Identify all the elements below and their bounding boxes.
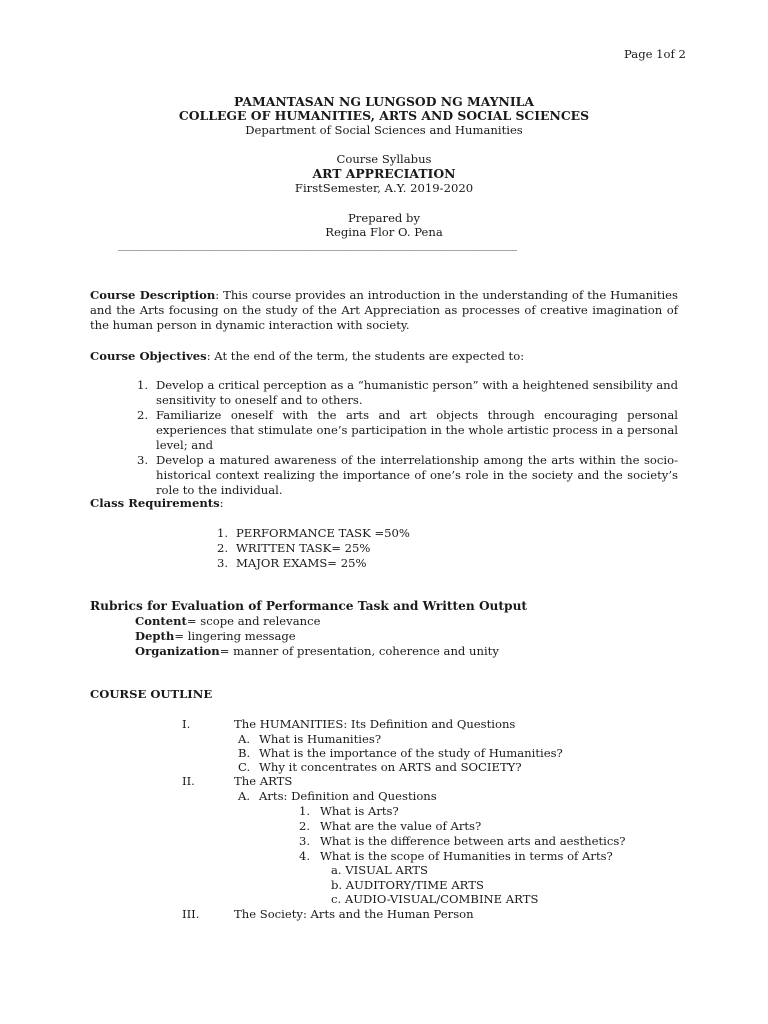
outline-sub-number: B. <box>238 746 251 760</box>
rubric-definition: = lingering message <box>174 629 296 643</box>
separator-rule: ____________________________________________________________________________ <box>118 239 517 251</box>
outline-section-title: The ARTS <box>234 774 293 788</box>
outline-sub-item: Arts: Definition and Questions <box>259 789 437 803</box>
outline-section-number: III. <box>182 907 200 921</box>
course-description <box>90 288 678 333</box>
rubric-item <box>135 629 296 644</box>
prepared-by-label: Prepared by <box>347 211 421 225</box>
outline-letter-item: b. AUDITORY/TIME ARTS <box>331 878 484 892</box>
rubric-item <box>135 614 320 629</box>
list-item <box>136 408 678 453</box>
outline-num: 3. <box>299 834 311 848</box>
outline-question: What is the scope of Humanities in terms of Arts? <box>320 849 613 863</box>
outline-sub-number: A. <box>238 789 251 803</box>
document-type: Course Syllabus <box>336 152 432 166</box>
list-item-text: PERFORMANCE TASK =50% <box>236 526 410 540</box>
rubric-term: Content <box>135 614 187 628</box>
list-item-text: Develop a matured awareness of the interrelationship among the arts within the socio-historical context realizing the importance of one’s role in the society and the society’s role to the individual. <box>156 453 678 497</box>
course-description-text: : This course provides an introduction in the understanding of the Humanities and the Arts focusing on the study of the Art Appreciation as processes of creative imagination of the human person in dynamic interaction with society. <box>90 288 678 332</box>
requirements-list <box>216 526 636 571</box>
rubric-term: Depth <box>135 629 175 643</box>
semester: FirstSemester, A.Y. 2019-2020 <box>294 181 474 195</box>
outline-num: 4. <box>299 849 311 863</box>
outline-question: What are the value of Arts? <box>320 819 482 833</box>
course-outline-title: COURSE OUTLINE <box>90 687 213 701</box>
outline-question: What is the difference between arts and aesthetics? <box>320 834 626 848</box>
outline-sub-number: A. <box>238 732 251 746</box>
class-requirements <box>90 496 224 511</box>
outline-num: 2. <box>299 819 311 833</box>
course-objectives-intro: : At the end of the term, the students are expected to: <box>206 349 525 363</box>
list-number: 2. <box>216 541 228 555</box>
rubric-term: Organization <box>135 644 220 658</box>
course-title: ART APPRECIATION <box>312 166 456 181</box>
list-item <box>136 453 678 498</box>
objectives-list <box>136 378 678 498</box>
course-objectives <box>90 349 690 364</box>
outline-sub-number: C. <box>238 760 251 774</box>
outline-section-title: The HUMANITIES: Its Definition and Questions <box>234 717 516 731</box>
department-name: Department of Social Sciences and Humanities <box>245 123 523 137</box>
rubric-definition: = scope and relevance <box>186 614 321 628</box>
outline-sub-item: Why it concentrates on ARTS and SOCIETY? <box>259 760 522 774</box>
list-number: 2. <box>136 408 148 422</box>
list-item-text: WRITTEN TASK= 25% <box>236 541 371 555</box>
course-objectives-label: Course Objectives <box>90 349 207 363</box>
list-item <box>216 556 636 571</box>
list-item <box>216 541 636 556</box>
university-name: PAMANTASAN NG LUNGSOD NG MAYNILA <box>233 94 535 109</box>
outline-section-number: II. <box>182 774 195 788</box>
list-item-text: Familiarize oneself with the arts and art objects through encouraging personal experiences that stimulate one’s participation in the whole artistic process in a personal level; and <box>156 408 678 452</box>
list-item-text: MAJOR EXAMS= 25% <box>236 556 367 570</box>
list-item <box>136 378 678 408</box>
outline-section-number: I. <box>182 717 191 731</box>
author-name: Regina Flor O. Pena <box>325 225 443 239</box>
outline-sub-item: What is the importance of the study of Humanities? <box>259 746 563 760</box>
list-number: 3. <box>136 453 148 467</box>
college-name: COLLEGE OF HUMANITIES, ARTS AND SOCIAL SCIENCES <box>178 108 590 123</box>
outline-letter-item: a. VISUAL ARTS <box>331 863 428 877</box>
outline-section-title: The Society: Arts and the Human Person <box>234 907 474 921</box>
list-number: 3. <box>216 556 228 570</box>
class-requirements-label: Class Requirements <box>90 496 220 510</box>
list-item-text: Develop a critical perception as a “humanistic person” with a heightened sensibility and sensitivity to oneself and to others. <box>156 378 678 407</box>
outline-letter-item: c. AUDIO-VISUAL/COMBINE ARTS <box>331 892 539 906</box>
rubrics-title: Rubrics for Evaluation of Performance Task and Written Output <box>90 599 528 613</box>
outline-sub-item: What is Humanities? <box>259 732 382 746</box>
outline-question: What is Arts? <box>320 804 399 818</box>
list-number: 1. <box>216 526 228 540</box>
rubric-definition: = manner of presentation, coherence and unity <box>219 644 499 658</box>
class-requirements-colon: : <box>219 496 224 510</box>
course-description-label: Course Description <box>90 288 216 302</box>
page-number: Page 1of 2 <box>624 47 686 61</box>
list-item <box>216 526 636 541</box>
rubric-item <box>135 644 499 659</box>
outline-num: 1. <box>299 804 311 818</box>
list-number: 1. <box>136 378 148 392</box>
